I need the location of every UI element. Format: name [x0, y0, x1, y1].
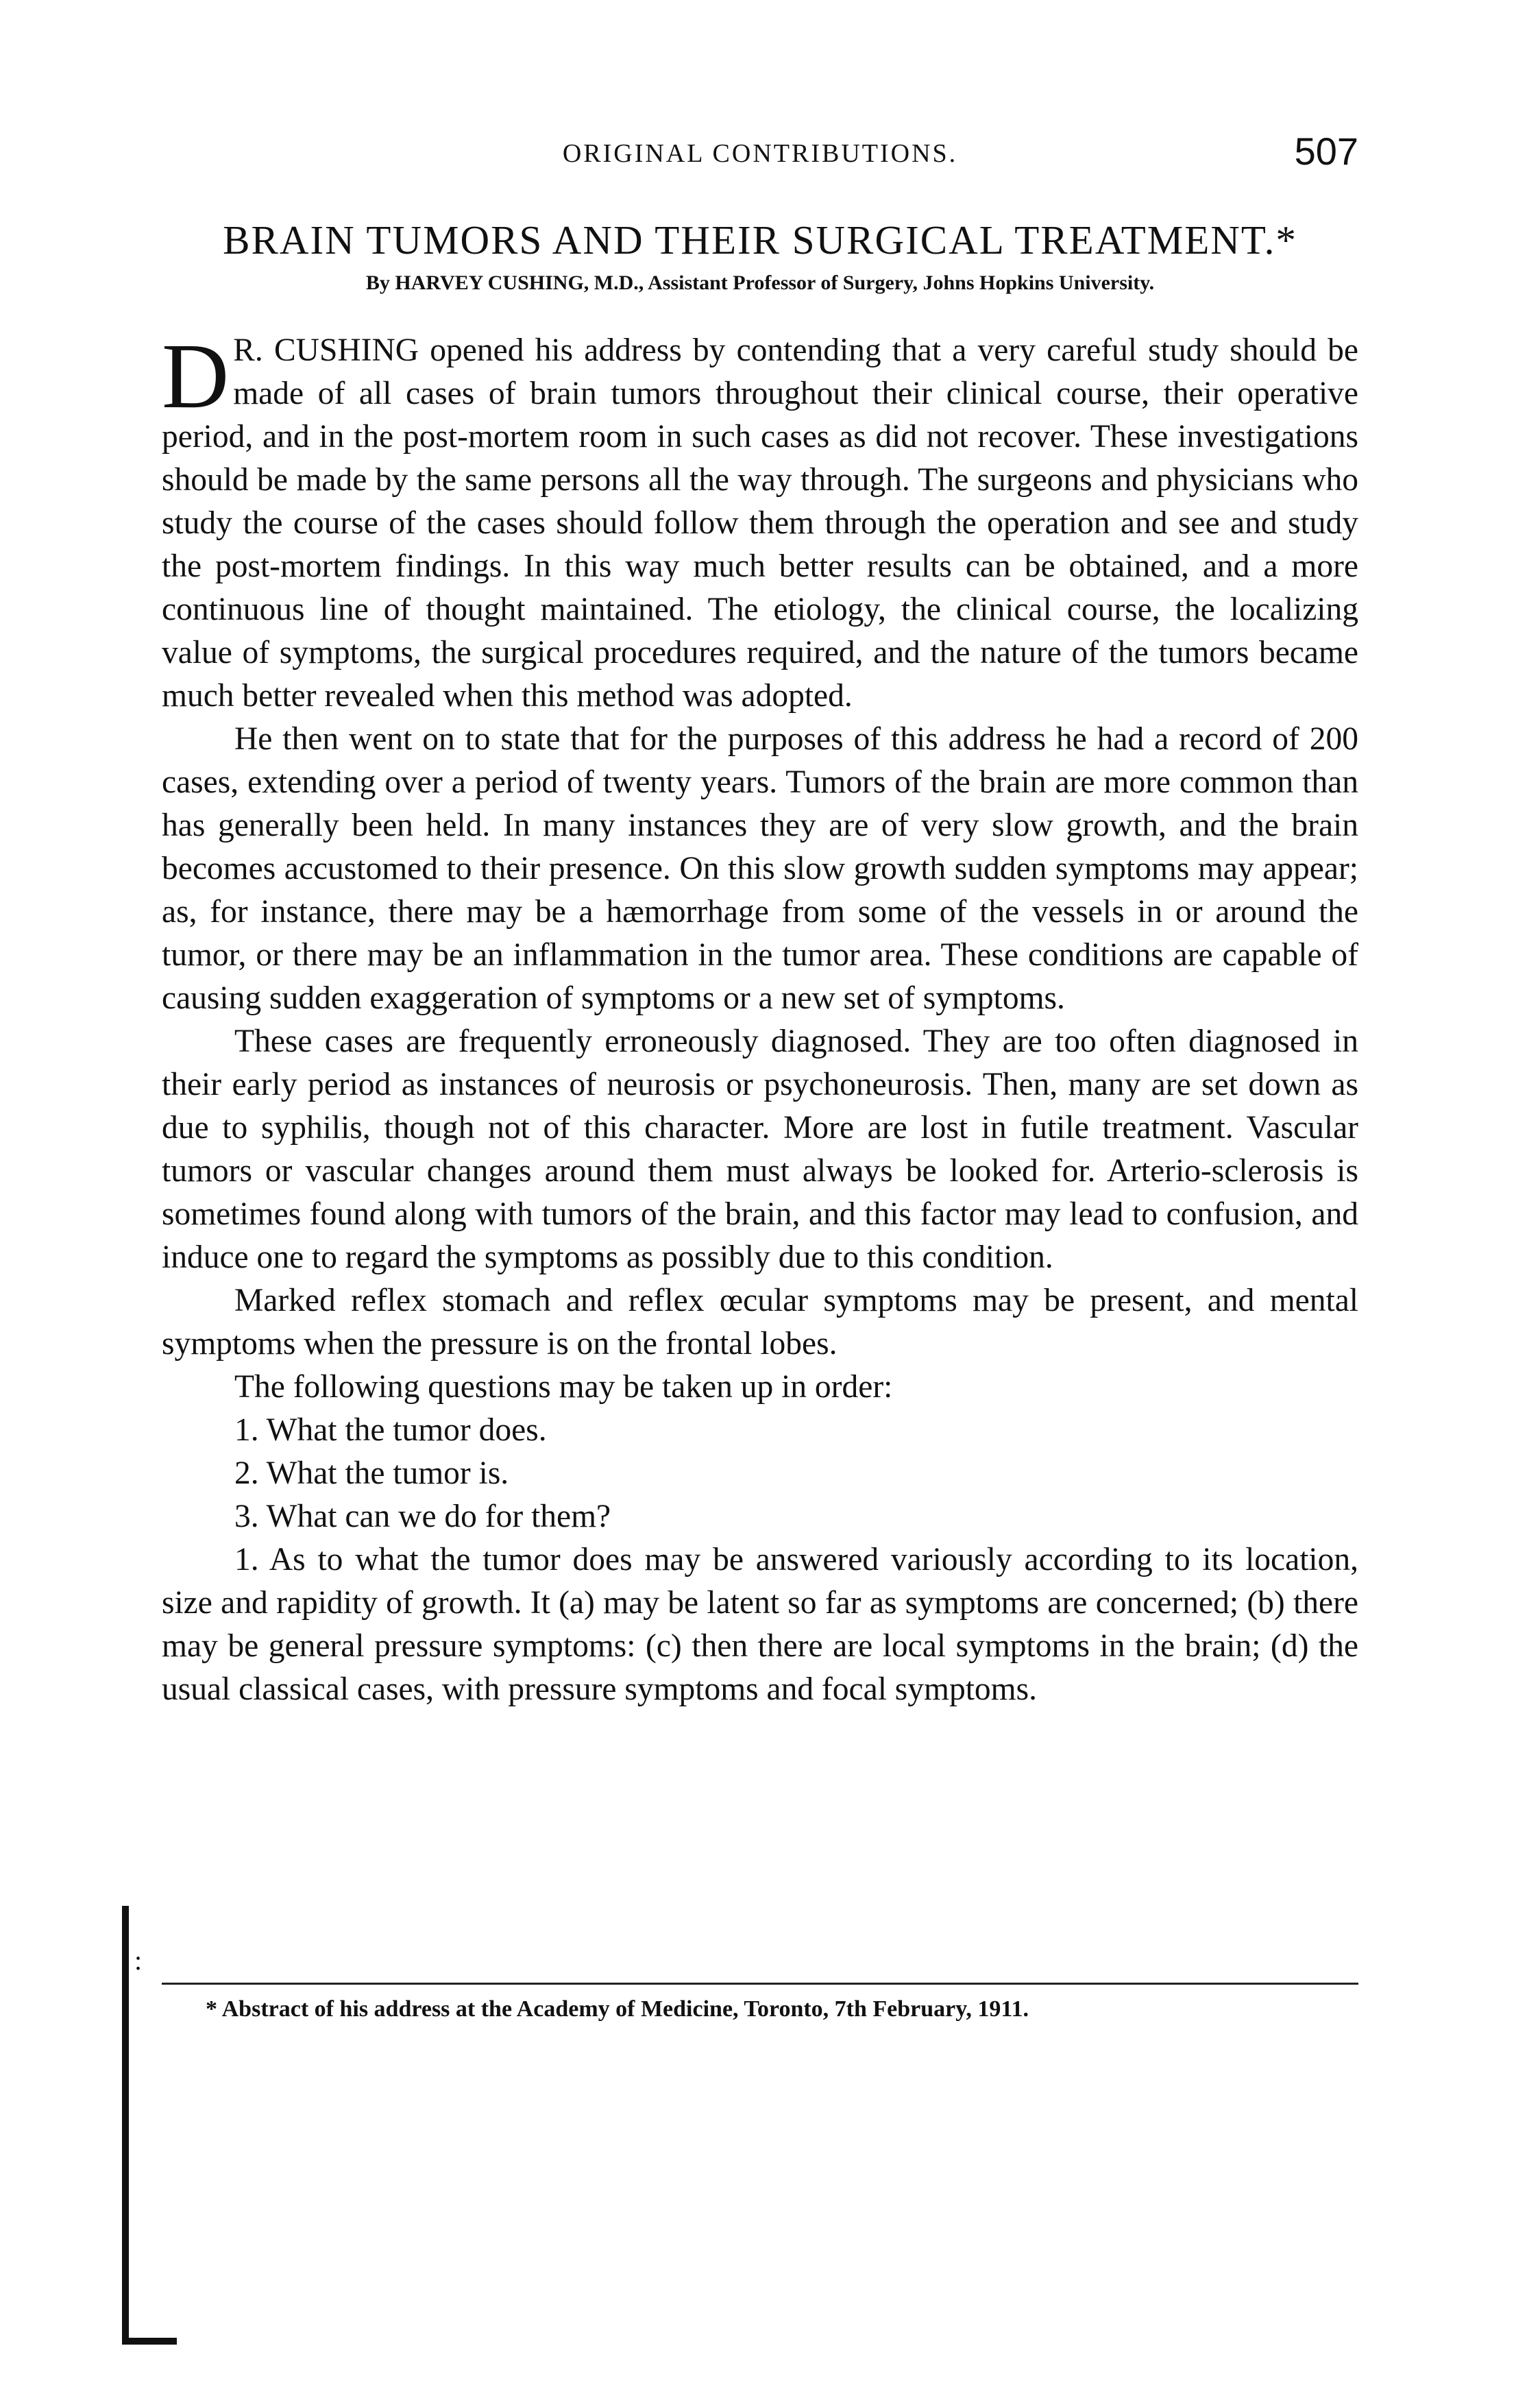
paragraph-record: He then went on to state that for the purposes of this address he had a record of 200 cases, extending over a period of twenty years. Tumors of the brain are more common than has generally been held. In many instances they are of very slow growth, and the brain becomes accustomed to their presence. On this slow growth sudden symptoms may appear; as, for instance, there may be a hæmorrhage from some of the vessels in or around the tumor, or there may be an inflammation in the tumor area. These conditions are capable of causing sudden exaggeration of symptoms or a new set of symptoms.	[162, 721, 1358, 1016]
article-byline: By HARVEY CUSHING, M.D., Assistant Professor of Surgery, Johns Hopkins University.	[365, 271, 1155, 294]
margin-mark: :	[134, 1945, 143, 1976]
paragraph-diagnosis: These cases are frequently erroneously diagnosed. They are too often diagnosed in their early period as instances of neurosis or psychoneurosis. Then, many are set down as due to syphilis, though not of this character. More are lost in futile treatment. Vascular tumors or vascular changes around them must always be looked for. Arterio-sclerosis is sometimes found along with tumors of the brain, and this factor may lead to confusion, and induce one to regard the symptoms as possibly due to this condition.	[162, 1024, 1358, 1275]
question-item: 3. What can we do for them?	[234, 1499, 611, 1534]
paragraph-reflex: Marked reflex stomach and reflex œcular symptoms may be present, and mental symptoms when the pressure is on the frontal lobes.	[162, 1283, 1358, 1362]
question-item: 2. What the tumor is.	[234, 1455, 509, 1491]
article-title: BRAIN TUMORS AND THEIR SURGICAL TREATMENT.*	[223, 217, 1297, 263]
running-head	[162, 129, 1358, 177]
paragraph-tumor-does: 1. As to what the tumor does may be answered variously according to its location, size and rapidity of growth. It (a) may be latent so far as symptoms are concerned; (b) there may be general pressure symptoms: (c) then there are local symptoms in the brain; (d) the usual classical cases, with pressure symptoms and focal symptoms.	[162, 1542, 1358, 1707]
question-item: 1. What the tumor does.	[234, 1412, 547, 1448]
margin-rule-foot	[122, 2338, 177, 2345]
paragraph-questions-intro: The following questions may be taken up in order:	[234, 1369, 893, 1405]
running-title: ORIGINAL CONTRIBUTIONS.	[562, 139, 958, 168]
article-body	[162, 325, 1358, 1711]
page-number: 507	[1294, 130, 1358, 173]
footnote-rule	[162, 1983, 1358, 1985]
footnote: * Abstract of his address at the Academy of Medicine, Toronto, 7th February, 1911.	[206, 1996, 1029, 2022]
margin-rule	[122, 1906, 129, 2345]
paragraph-intro: DR. CUSHING opened his address by contending that a very careful study should be made of all cases of brain tumors throughout their clinical course, their operative period, and in the post-mortem room in such cases as did not recover. These investigations should be made by the same persons all the way through. The surgeons and physicians who study the course of the cases should follow them through the operation and see and study the post-mortem findings. In this way much better results can be obtained, and a more continuous line of thought maintained. The etiology, the clinical course, the localizing value of symptoms, the surgical procedures required, and the nature of the tumors became much better revealed when this method was adopted.	[162, 325, 1358, 714]
